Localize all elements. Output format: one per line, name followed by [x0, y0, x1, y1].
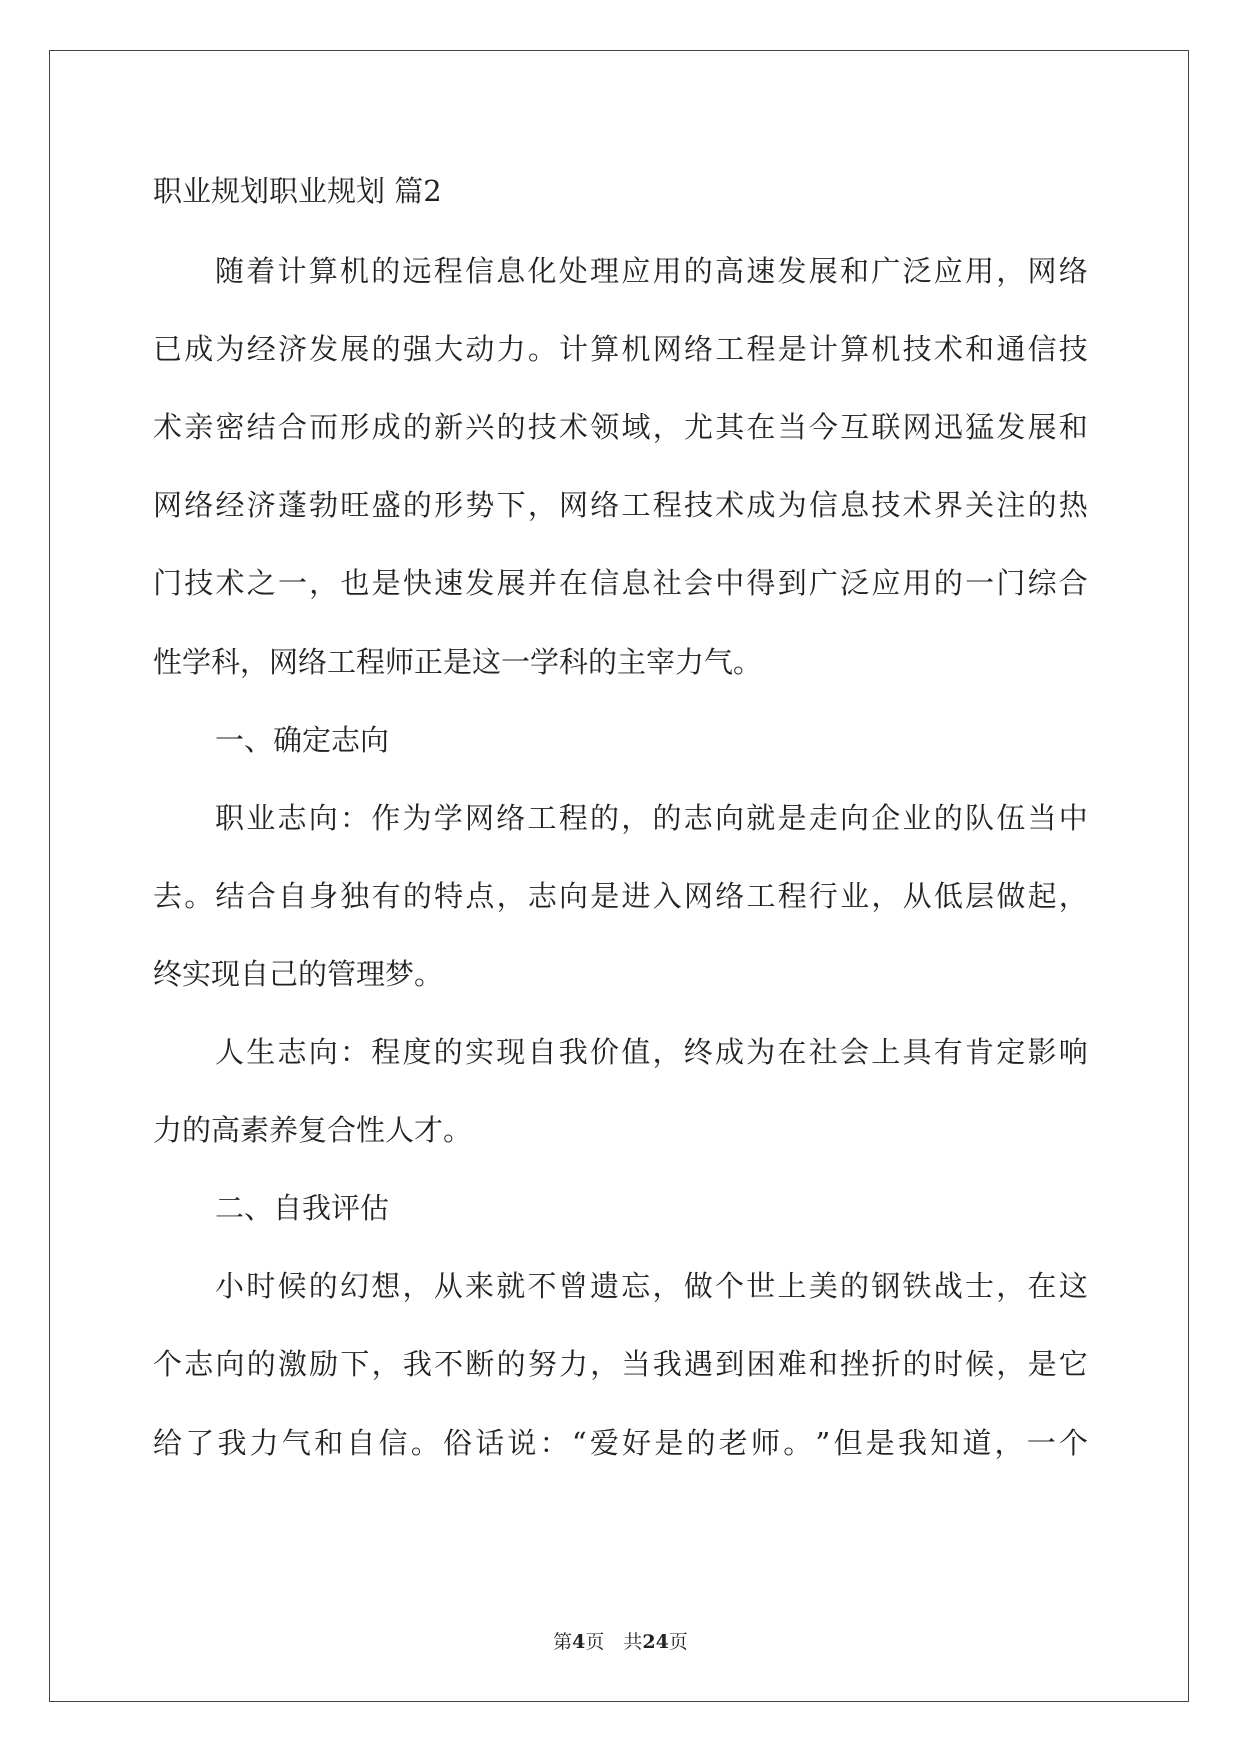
paragraph-line: 去 。 结 合 自 身 独 有 的 特 点 ， 志 向 是 进 入 网 络 工 程 行 业 ， 从 低 层 做 起 ， [153, 878, 1088, 913]
paragraph-line: 小 时 候 的 幻 想 ， 从 来 就 不 曾 遗 忘 ， 做 个 世 上 美 的 钢 铁 战 士 ， 在 这 [215, 1269, 1088, 1304]
footer-prefix: 第 [553, 1631, 573, 1653]
paragraph-line: 随 着 计 算 机 的 远 程 信 息 化 处 理 应 用 的 高 速 发 展 和 广 泛 应 用 ， 网 络 [215, 254, 1088, 288]
footer-suffix: 页 [668, 1631, 688, 1653]
paragraph-line: 终实现自己的管理梦。 [153, 956, 444, 991]
paragraph-line: 人 生 志 向 ： 程 度 的 实 现 自 我 价 值 ， 终 成 为 在 社 会 上 具 有 肯 定 影 响 [215, 1035, 1088, 1069]
paragraph-line: 一、确定志向 [215, 722, 390, 757]
footer-page-number: 4 [572, 1631, 586, 1653]
paragraph-line: 已 成 为 经 济 发 展 的 强 大 动 力 。 计 算 机 网 络 工 程 是 计 算 机 技 术 和 通 信 技 [153, 332, 1088, 367]
page-footer [0, 1630, 1241, 1654]
footer-total-pages: 24 [642, 1631, 669, 1653]
paragraph-line: 性学科，网络工程师正是这一学科的主宰力气。 [153, 644, 763, 679]
paragraph-line: 术 亲 密 结 合 而 形 成 的 新 兴 的 技 术 领 域 ， 尤 其 在 当 今 互 联 网 迅 猛 发 展 和 [153, 410, 1088, 445]
paragraph-line: 给 了 我 力 气 和 自 信 。 俗 话 说 ： “ 爱 好 是 的 老 师 。 ” 但 是 我 知 道 ， 一 个 [153, 1425, 1088, 1460]
footer-mid: 页 共 [585, 1631, 643, 1653]
paragraph-line: 二、自我评估 [215, 1191, 390, 1226]
paragraph-line: 力的高素养复合性人才。 [153, 1113, 473, 1148]
paragraph-line: 网 络 经 济 蓬 勃 旺 盛 的 形 势 下 ， 网 络 工 程 技 术 成 为 信 息 技 术 界 关 注 的 热 [153, 488, 1088, 523]
paragraph-line: 门 技 术 之 一 ， 也 是 快 速 发 展 并 在 信 息 社 会 中 得 到 广 泛 应 用 的 一 门 综 合 [153, 566, 1088, 601]
document-title: 职业规划职业规划 篇2 [153, 174, 442, 208]
paragraph-line: 个 志 向 的 激 励 下 ， 我 不 断 的 努 力 ， 当 我 遇 到 困 难 和 挫 折 的 时 候 ， 是 它 [153, 1347, 1088, 1382]
paragraph-line: 职 业 志 向 ： 作 为 学 网 络 工 程 的 ， 的 志 向 就 是 走 向 企 业 的 队 伍 当 中 [215, 800, 1088, 835]
